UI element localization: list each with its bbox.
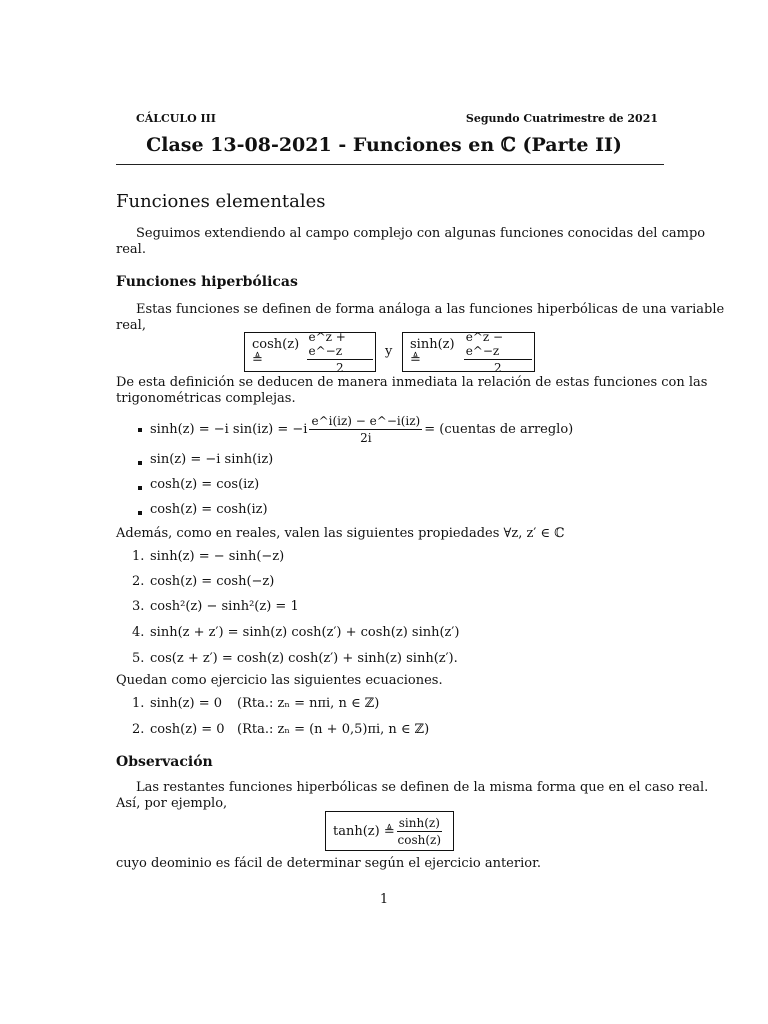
- sinh-definition-lhs: sinh(z) ≜: [410, 337, 455, 367]
- property-number: 4.: [132, 625, 145, 640]
- exercises-intro: Quedan como ejercicio las siguientes ecuaciones.: [116, 673, 443, 688]
- cosh-definition-numerator: e^z + e^−z: [307, 330, 373, 360]
- term-label: Segundo Cuatrimestre de 2021: [465, 112, 658, 125]
- bullet-marker: [138, 511, 142, 515]
- exercise-1-answer: (Rta.: zₙ = nπi, n ∈ ℤ): [237, 696, 380, 711]
- hyperbolic-p2-line2: trigonométricas complejas.: [116, 391, 296, 406]
- sinh-definition-box: [402, 329, 535, 375]
- properties-intro: Además, como en reales, valen las siguientes propiedades ∀z, z′ ∈ ℂ: [116, 526, 565, 541]
- observation-line-1: Las restantes funciones hiperbólicas se definen de la misma forma que en el caso real.: [136, 780, 709, 795]
- intro-line-1: Seguimos extendiendo al campo complejo con algunas funciones conocidas del campo: [136, 226, 706, 241]
- bullet-marker: [138, 486, 142, 490]
- title-rule: [116, 164, 664, 165]
- hyperbolic-p2-line1: De esta definición se deducen de manera inmediata la relación de estas funciones con las: [116, 375, 708, 390]
- property-4: sinh(z + z′) = sinh(z) cosh(z′) + cosh(z) sinh(z′): [150, 625, 460, 640]
- page-number: 1: [379, 892, 389, 907]
- property-number: 1.: [132, 549, 145, 564]
- hyperbolic-heading: Funciones hiperbólicas: [116, 274, 298, 290]
- property-2: cosh(z) = cosh(−z): [150, 574, 275, 589]
- exercise-1-equation: sinh(z) = 0: [150, 696, 222, 711]
- bullet-1-fraction: [309, 414, 422, 445]
- exercise-2-equation: cosh(z) = 0: [150, 722, 225, 737]
- document-title: Clase 13-08-2021 - Funciones en ℂ (Parte II): [146, 134, 622, 156]
- property-number: 3.: [132, 599, 145, 614]
- cosh-definition-denominator: 2: [335, 360, 344, 375]
- cosh-definition-lhs: cosh(z) ≜: [252, 337, 300, 367]
- bullet-item-4: cosh(z) = cosh(iz): [150, 502, 268, 517]
- bullet-item-2: sin(z) = −i sinh(iz): [150, 452, 274, 467]
- tanh-definition-denominator: cosh(z): [397, 832, 442, 847]
- bullet-1-numerator: e^i(iz) − e^−i(iz): [311, 413, 421, 428]
- cosh-definition-fraction: [307, 330, 373, 375]
- tanh-definition-box: [325, 811, 454, 851]
- cosh-definition-box: [244, 329, 376, 375]
- tanh-definition-numerator: sinh(z): [398, 815, 440, 830]
- hyperbolic-p1-line1: Estas funciones se definen de forma análoga a las funciones hiperbólicas de una variable: [136, 302, 725, 317]
- property-5: cos(z + z′) = cosh(z) cosh(z′) + sinh(z) sinh(z′).: [150, 651, 458, 666]
- sinh-definition-denominator: 2: [494, 360, 502, 375]
- property-number: 5.: [132, 651, 145, 666]
- observation-heading: Observación: [116, 754, 213, 770]
- bullet-item-1: [150, 410, 573, 448]
- observation-line-2: Así, por ejemplo,: [116, 796, 228, 811]
- bullet-1-denominator: 2i: [360, 430, 372, 445]
- observation-closing: cuyo deominio es fácil de determinar según el ejercicio anterior.: [116, 856, 541, 871]
- sinh-definition-numerator: e^z − e^−z: [464, 330, 532, 360]
- bullet-marker: [138, 461, 142, 465]
- intro-line-2: real.: [116, 242, 146, 257]
- property-number: 2.: [132, 574, 145, 589]
- bullet-marker: [138, 428, 142, 432]
- bullet-item-3: cosh(z) = cos(iz): [150, 477, 260, 492]
- hyperbolic-p1-line2: real,: [116, 318, 146, 333]
- property-1: sinh(z) = − sinh(−z): [150, 549, 285, 564]
- bullet-1-rhs: = (cuentas de arreglo): [424, 421, 574, 437]
- course-name: CÁLCULO III: [136, 112, 216, 125]
- conjunction-y: y: [385, 344, 393, 359]
- exercise-number: 1.: [132, 696, 145, 711]
- property-3: cosh²(z) − sinh²(z) = 1: [150, 599, 299, 614]
- section-heading: Funciones elementales: [116, 191, 326, 212]
- sinh-definition-fraction: [464, 330, 532, 375]
- tanh-definition-fraction: [397, 816, 442, 847]
- tanh-definition-lhs: tanh(z) ≜: [333, 823, 395, 839]
- exercise-number: 2.: [132, 722, 145, 737]
- bullet-1-lhs: sinh(z) = −i sin(iz) = −i: [150, 421, 308, 437]
- exercise-2-answer: (Rta.: zₙ = (n + 0,5)πi, n ∈ ℤ): [237, 722, 430, 737]
